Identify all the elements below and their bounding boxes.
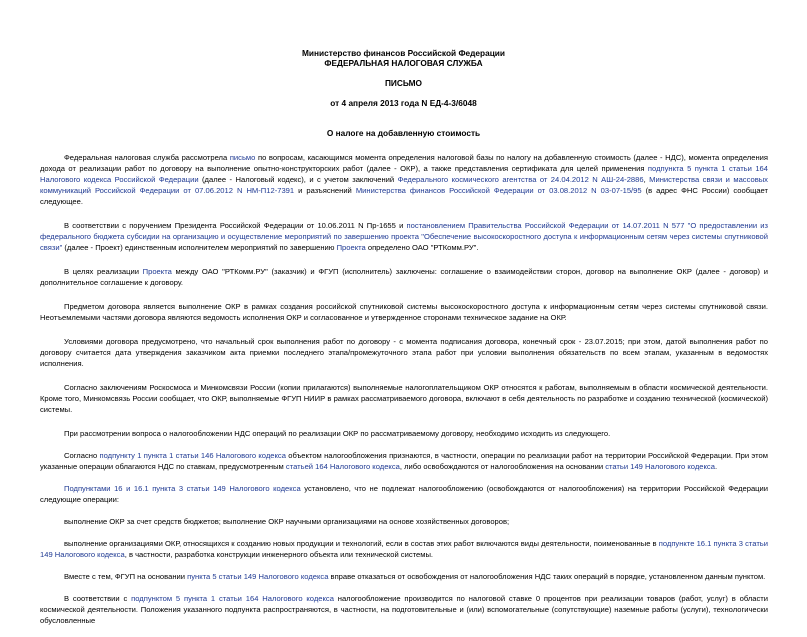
- paragraph: [40, 220, 768, 253]
- document-link[interactable]: подпункта 5 пункта 1 статьи 164 Налогового кодекса Российской Федерации: [40, 164, 768, 184]
- paragraph-text: Согласно заключениям Роскосмоса и Минкомсвязи России (копии прилагаются) выполняемые налогоплательщиком ОКР относятся к работам, выполняемым в области космической деятельности. Кроме того, Минкомсвязь России сообщает, что ОКР, выполняемые ФГУП НИИР в рамках рассматриваемого договора, включают в себя деятельность по разработке и созданию технической (космической) системы.: [40, 383, 768, 414]
- document-link[interactable]: подпункту 1 пункта 1 статьи 146 Налогового кодекса: [99, 451, 286, 460]
- document-link[interactable]: Федерального космического агентства от 24.04.2012 N АШ-24-2886: [397, 175, 644, 184]
- paragraph: [40, 301, 768, 323]
- document-link[interactable]: письмо: [229, 153, 256, 162]
- paragraph-text: В целях реализации: [64, 267, 143, 276]
- paragraph-text: определено ОАО "РТКомм.РУ".: [365, 243, 479, 252]
- paragraph-text: вправе отказаться от освобождения от налогообложения НДС таких операций в порядке, установленном данным пунктом.: [328, 572, 766, 581]
- paragraph-text: В соответствии с поручением Президента Российской Федерации от 10.06.2011 N Пр-1655 и: [64, 221, 407, 230]
- header-ministry: Министерство финансов Российской Федерации: [301, 48, 506, 58]
- document-link[interactable]: Министерства связи и массовых коммуникаций Российской Федерации от 07.06.2012 N НМ-П12-7391: [40, 175, 768, 195]
- paragraph: [40, 336, 768, 369]
- paragraph-text: В соответствии с: [64, 594, 132, 603]
- document-link[interactable]: Проекта: [142, 267, 172, 276]
- paragraph: [40, 516, 768, 527]
- document-link[interactable]: подпунктом 5 пункта 1 статьи 164 Налогового кодекса: [131, 594, 334, 603]
- paragraph: [40, 266, 768, 288]
- paragraph-text: и разъяснений: [294, 186, 356, 195]
- paragraph: [40, 483, 768, 505]
- paragraph-text: объектом налогообложения признаются, в частности, операции по реализации работ на территории Российской Федерации. При этом указанные операции облагаются НДС по ставкам, предусмотренным: [40, 451, 768, 471]
- paragraph: [40, 428, 768, 439]
- document-link[interactable]: статьей 164 Налогового кодекса: [285, 462, 400, 471]
- paragraph-text: Предметом договора является выполнение ОКР в рамках создания российской спутниковой системы высокоскоростного доступа к информационным сетям через системы спутниковой связи. Неотъемлемыми частями договора являются ведомость исполнения ОКР и согласованное и утвержденное сторонами техническое задание на ОКР.: [40, 302, 768, 322]
- paragraph-text: (далее - Проект) единственным исполнителем мероприятий по завершению: [62, 243, 337, 252]
- document-link[interactable]: Подпунктами 16 и 16.1 пункта 3 статьи 149 Налогового кодекса: [64, 484, 301, 493]
- paragraph-text: (в адрес ФНС России) сообщает следующее.: [40, 186, 768, 206]
- paragraph: [40, 571, 768, 582]
- paragraph-text: , в частности, разработка конструкции инженерного объекта или технической системы.: [124, 550, 434, 559]
- paragraph-text: Согласно: [64, 451, 100, 460]
- paragraph-text: (далее - Налоговый кодекс), и с учетом заключений: [198, 175, 398, 184]
- paragraph-text: ,: [643, 175, 650, 184]
- document-link[interactable]: пункта 5 статьи 149 Налогового кодекса: [187, 572, 329, 581]
- paragraph-text: налогообложение производится по налоговой ставке 0 процентов при реализации товаров (работ, услуг) в области космической деятельности. Положения указанного подпункта распространяются, в частности, на подготовительные и (или) вспомогательные (сопутствующие) наземные работы (услуги), технологически обусловленные: [40, 594, 768, 625]
- paragraph-text: Вместе с тем, ФГУП на основании: [64, 572, 188, 581]
- document-subject: О налоге на добавленную стоимость: [326, 128, 481, 138]
- paragraph: [40, 450, 768, 472]
- paragraph-text: .: [714, 462, 718, 471]
- document-date-number: от 4 апреля 2013 года N ЕД-4-3/6048: [330, 98, 477, 108]
- document-link[interactable]: статьи 149 Налогового кодекса: [605, 462, 715, 471]
- document-link[interactable]: Проекта: [336, 243, 366, 252]
- paragraph-text: между ОАО "РТКомм.РУ" (заказчик) и ФГУП (исполнитель) заключены: соглашение о взаимодействии сторон, договор на выполнение ОКР (далее - договор) и дополнительное соглашение к договору.: [40, 267, 768, 287]
- header-service: ФЕДЕРАЛЬНАЯ НАЛОГОВАЯ СЛУЖБА: [324, 58, 483, 68]
- paragraph: [40, 152, 768, 207]
- paragraph-text: по вопросам, касающимся момента определения налоговой базы по налогу на добавленную стоимость (далее - НДС), момента определения дохода от реализации работ по договору на выполнение опытно-конструкторских работ (далее - ОКР), а также представления сертификата для целей применения: [40, 153, 768, 173]
- paragraph-text: Федеральная налоговая служба рассмотрела: [64, 153, 230, 162]
- paragraph-text: выполнение ОКР за счет средств бюджетов; выполнение ОКР научными организациями на основе хозяйственных договоров;: [64, 517, 510, 526]
- document-type: ПИСЬМО: [384, 78, 423, 88]
- paragraph-text: При рассмотрении вопроса о налогообложении НДС операций по реализации ОКР по рассматриваемому договору, необходимо исходить из следующего.: [64, 429, 611, 438]
- paragraph-text: Условиями договора предусмотрено, что начальный срок выполнения работ по договору - с момента подписания договора, конечный срок - 23.07.2015; при этом, датой выполнения работ по договору считается дата утверждения заказчиком акта приемки последнего этапа/промежуточного этапа работ при условии выполнения обязательств по всем этапам, указанным в ведомостях исполнения.: [40, 337, 768, 368]
- paragraph: [40, 382, 768, 415]
- document-link[interactable]: Министерства финансов Российской Федерации от 03.08.2012 N 03-07-15/95: [355, 186, 642, 195]
- paragraph-text: выполнение организациями ОКР, относящихся к созданию новых продукции и технологий, если в состав этих работ включаются виды деятельности, поименованные в: [64, 539, 659, 548]
- document-link[interactable]: подпункте 16.1 пункта 3 статьи 149 Налогового кодекса: [40, 539, 768, 559]
- document-body: [40, 152, 768, 637]
- paragraph-text: установлено, что не подлежат налогообложению (освобождаются от налогообложения) на территории Российской Федерации следующие операции:: [40, 484, 768, 504]
- document-link[interactable]: постановлением Правительства Российской Федерации от 14.07.2011 N 577 "О предоставлении из федерального бюджета субсидии на организацию и осуществление мероприятий по завершению проекта "Обеспечение высокоскоростного доступа к информационным сетям через системы спутниковой связи": [40, 221, 769, 252]
- paragraph: [40, 538, 768, 560]
- paragraph: [40, 593, 768, 626]
- paragraph-text: , либо освобождаются от налогообложения на основании: [399, 462, 606, 471]
